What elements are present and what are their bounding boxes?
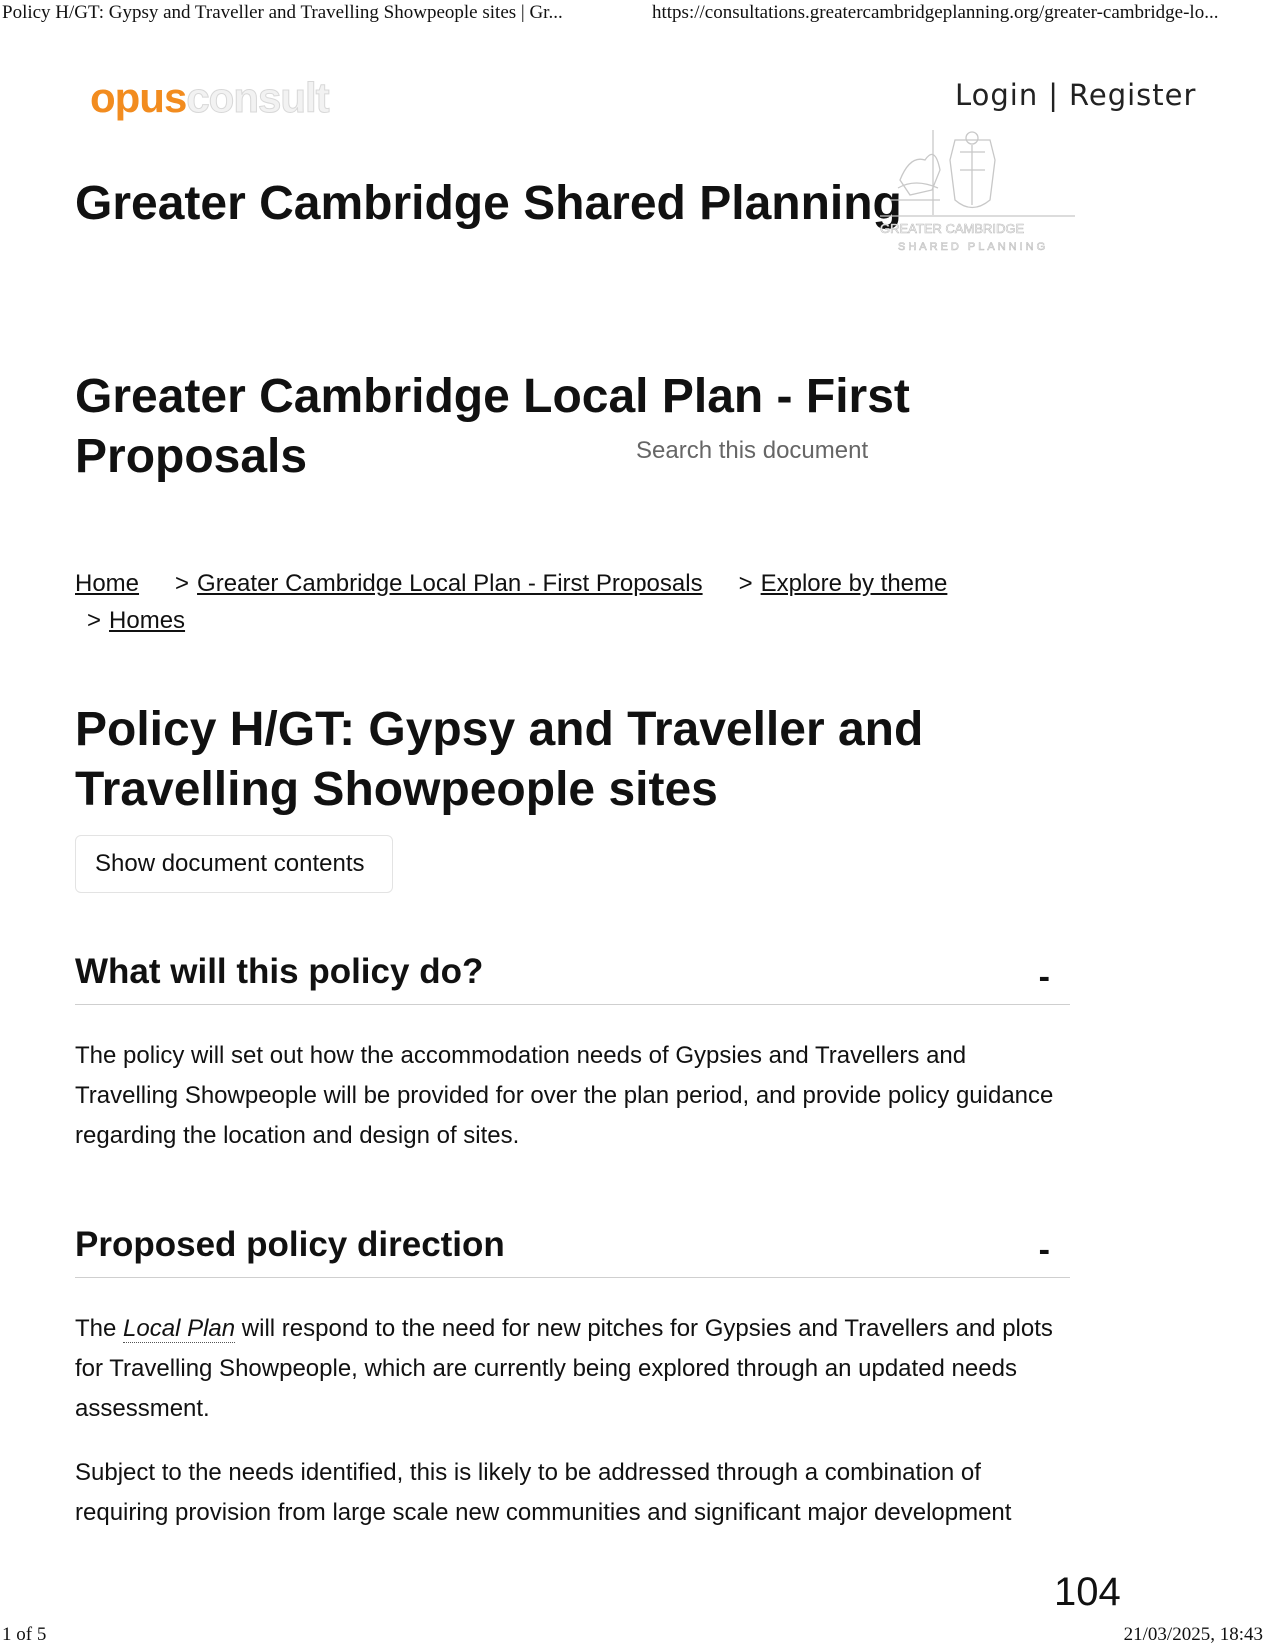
show-document-contents-button[interactable]: Show document contents bbox=[75, 835, 393, 893]
page-title: Policy H/GT: Gypsy and Traveller and Travelling Showpeople sites bbox=[75, 703, 924, 816]
section-paragraph: Subject to the needs identified, this is likely to be addressed through a combination of requiring provision from large scale new communities and significant major development bbox=[75, 1459, 1012, 1526]
breadcrumb-separator: > bbox=[87, 607, 102, 634]
paragraph-text: The bbox=[75, 1315, 117, 1342]
auth-separator: | bbox=[1048, 78, 1060, 112]
section-paragraph bbox=[75, 1309, 1065, 1429]
section-heading: What will this policy do? bbox=[75, 952, 484, 991]
breadcrumb bbox=[75, 565, 1025, 639]
login-link[interactable]: Login bbox=[955, 78, 1039, 112]
glossary-term-local-plan[interactable]: Local Plan bbox=[123, 1315, 236, 1342]
org-title: Greater Cambridge Shared Planning bbox=[75, 177, 902, 230]
document-page-number: 104 bbox=[1054, 1570, 1121, 1614]
document-title: Greater Cambridge Local Plan - First Proposals bbox=[75, 370, 910, 483]
search-document-input[interactable] bbox=[636, 437, 936, 465]
register-link[interactable]: Register bbox=[1069, 78, 1197, 112]
breadcrumb-local-plan[interactable]: Greater Cambridge Local Plan - First Proposals bbox=[197, 570, 703, 597]
breadcrumb-separator: > bbox=[738, 570, 753, 597]
print-url: https://consultations.greatercambridgeplanning.org/greater-cambridge-lo... bbox=[652, 2, 1219, 23]
section-heading: Proposed policy direction bbox=[75, 1225, 505, 1264]
section-header-what-will-this-policy-do[interactable] bbox=[75, 950, 1070, 1005]
section-header-proposed-policy-direction[interactable] bbox=[75, 1223, 1070, 1278]
breadcrumb-homes[interactable]: Homes bbox=[109, 607, 186, 634]
collapse-toggle-icon[interactable]: - bbox=[1038, 958, 1050, 996]
print-footer bbox=[0, 1620, 1275, 1650]
print-header bbox=[0, 0, 1275, 30]
breadcrumb-home[interactable]: Home bbox=[75, 570, 140, 597]
print-page-count: 1 of 5 bbox=[2, 1624, 47, 1645]
breadcrumb-explore-by-theme[interactable]: Explore by theme bbox=[760, 570, 948, 597]
auth-links bbox=[955, 78, 1196, 112]
collapse-toggle-icon[interactable]: - bbox=[1038, 1231, 1050, 1269]
section-paragraph: The policy will set out how the accommodation needs of Gypsies and Travellers and Travelling Showpeople will be provided for over the plan period, and provide policy guidance regarding the location and design of sites. bbox=[75, 1042, 1054, 1149]
crest-text-line1: GREATER CAMBRIDGE bbox=[880, 221, 1025, 236]
print-datetime: 21/03/2025, 18:43 bbox=[1123, 1624, 1263, 1645]
opus-consult-logo[interactable] bbox=[90, 74, 329, 122]
paragraph-text: will respond to the need for new pitches for Gypsies and Travellers and plots for Travelling Showpeople, which are currently being explored through an updated needs assessment. bbox=[75, 1315, 1053, 1422]
crest-text-line2: SHARED PLANNING bbox=[898, 241, 1049, 253]
logo-part-opus: opus bbox=[90, 74, 187, 121]
greater-cambridge-crest-logo bbox=[880, 130, 1075, 265]
logo-part-consult: consult bbox=[186, 74, 329, 121]
print-tab-title: Policy H/GT: Gypsy and Traveller and Travelling Showpeople sites | Gr... bbox=[2, 2, 563, 23]
breadcrumb-separator: > bbox=[175, 570, 190, 597]
